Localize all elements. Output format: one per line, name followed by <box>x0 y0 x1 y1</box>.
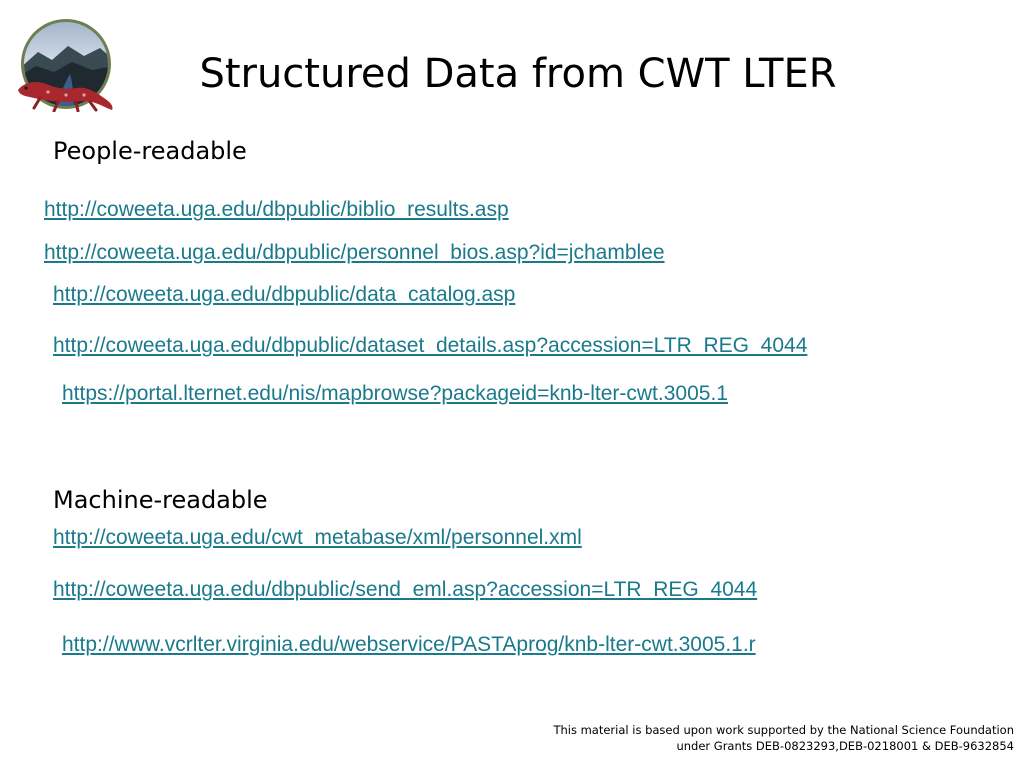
link-pasta-webservice[interactable]: http://www.vcrlter.virginia.edu/webservice/PASTAprog/knb-lter-cwt.3005.1.r <box>62 633 756 656</box>
footer-line-2: under Grants DEB-0823293,DEB-0218001 & DEB-9632854 <box>676 739 1014 753</box>
link-personnel-xml[interactable]: http://coweeta.uga.edu/cwt_metabase/xml/personnel.xml <box>53 526 582 549</box>
link-data-catalog[interactable]: http://coweeta.uga.edu/dbpublic/data_catalog.asp <box>53 283 516 306</box>
link-send-eml[interactable]: http://coweeta.uga.edu/dbpublic/send_eml.asp?accession=LTR_REG_4044 <box>53 578 758 601</box>
link-personnel-bios[interactable]: http://coweeta.uga.edu/dbpublic/personnel_bios.asp?id=jchamblee <box>44 241 665 264</box>
funding-footer <box>553 722 1014 754</box>
link-biblio-results[interactable]: http://coweeta.uga.edu/dbpublic/biblio_results.asp <box>44 198 509 221</box>
link-portal-mapbrowse[interactable]: https://portal.lternet.edu/nis/mapbrowse?packageid=knb-lter-cwt.3005.1 <box>62 382 728 405</box>
machine-readable-heading: Machine-readable <box>53 486 268 514</box>
people-readable-heading: People-readable <box>53 137 247 165</box>
link-dataset-details[interactable]: http://coweeta.uga.edu/dbpublic/dataset_details.asp?accession=LTR_REG_4044 <box>53 334 808 357</box>
slide-title: Structured Data from CWT LTER <box>199 51 837 97</box>
footer-line-1: This material is based upon work supported by the National Science Foundation <box>553 723 1014 737</box>
